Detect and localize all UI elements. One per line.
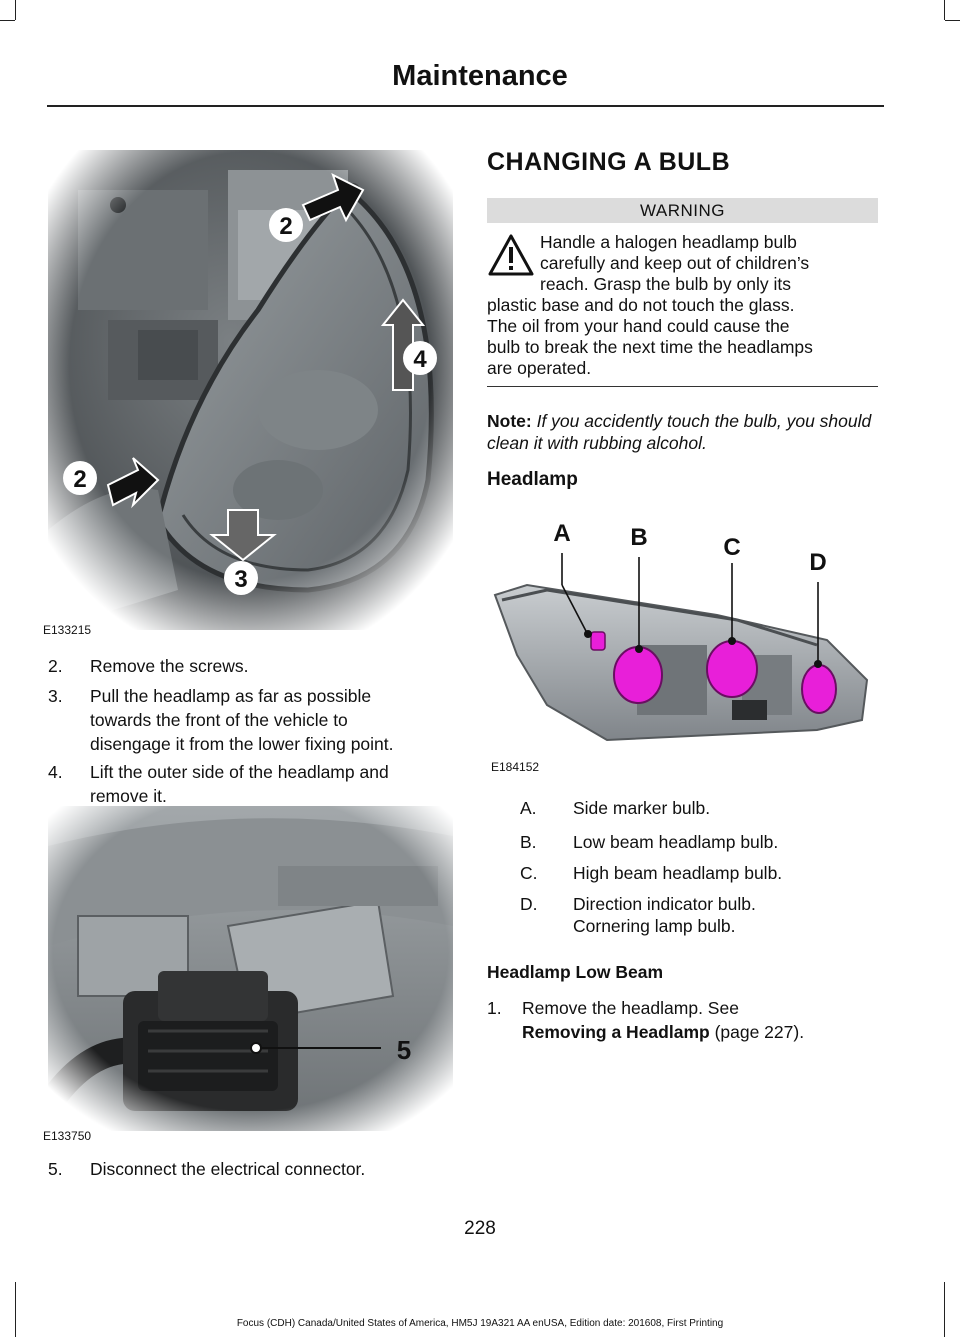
- step-text: Remove the screws.: [90, 656, 249, 676]
- legend-value: High beam headlamp bulb.: [573, 863, 783, 883]
- label-b: B: [630, 524, 648, 551]
- step-number: 1.: [487, 998, 502, 1018]
- headlamp-removal-figure: [48, 150, 453, 630]
- warning-line-2: carefully and keep out of children’s: [540, 253, 810, 273]
- low-beam-heading: Headlamp Low Beam: [487, 962, 664, 982]
- step-5: [48, 1157, 458, 1181]
- legend-key: B.: [520, 832, 537, 852]
- legend-value: Low beam headlamp bulb.: [573, 832, 779, 852]
- note-label: Note:: [487, 411, 532, 431]
- footer: Focus (CDH) Canada/United States of America, HM5J 19A321 AA enUSA, Edition date: 201608, First Printing: [236, 1318, 724, 1329]
- headlamp-heading: Headlamp: [487, 469, 578, 490]
- legend-value: Cornering lamp bulb.: [573, 916, 736, 936]
- step-text: Disconnect the electrical connector.: [90, 1159, 366, 1179]
- crop-mark: [945, 20, 960, 21]
- header-rule: [47, 105, 884, 107]
- legend-row-b: [520, 831, 880, 853]
- removing-headlamp-link[interactable]: Removing a Headlamp: [522, 1022, 710, 1042]
- page-title: Maintenance: [392, 60, 568, 92]
- step-text-line: remove it.: [90, 786, 167, 806]
- label-c: C: [723, 534, 741, 561]
- warning-line-6: bulb to break the next time the headlamps: [487, 337, 813, 357]
- page-reference: (page 227).: [709, 1022, 805, 1042]
- step-text-line: [522, 1020, 882, 1044]
- legend-row-c: [520, 862, 880, 884]
- crop-mark: [15, 0, 16, 20]
- step-4: [48, 760, 458, 808]
- warning-line-7: are operated.: [487, 358, 592, 378]
- step-text-line: Lift the outer side of the headlamp and: [90, 762, 389, 782]
- low-beam-step-1: [487, 996, 882, 1044]
- legend-key: A.: [520, 798, 537, 818]
- step-text: Remove the headlamp. See: [522, 998, 739, 1018]
- step-number: 2.: [48, 656, 63, 676]
- section-title: CHANGING A BULB: [487, 148, 731, 176]
- step-3: [48, 684, 453, 756]
- connector-figure: [48, 806, 453, 1131]
- figure-code-1: E133215: [43, 623, 92, 637]
- callout-5: 5: [396, 1035, 412, 1065]
- headlamp-bulbs-illustration: [487, 505, 882, 760]
- headlamp-removal-illustration: [48, 150, 453, 630]
- callout-4: 4: [413, 346, 427, 373]
- step-text-line: disengage it from the lower fixing point.: [90, 734, 394, 754]
- figure-code-3: E184152: [491, 760, 540, 774]
- connector-illustration: [48, 806, 453, 1131]
- legend-row-d: [520, 893, 880, 937]
- step-number: 4.: [48, 762, 63, 782]
- callout-2-top: 2: [279, 213, 293, 240]
- note: [487, 410, 882, 454]
- label-a: A: [553, 520, 571, 547]
- note-text: If you accidently touch the bulb, you should clean it with rubbing alcohol.: [487, 411, 872, 453]
- legend-value: Direction indicator bulb.: [573, 894, 756, 914]
- crop-mark: [0, 20, 15, 21]
- warning-line-3: reach. Grasp the bulb by only its: [540, 274, 791, 294]
- headlamp-bulbs-figure: [487, 505, 882, 760]
- step-text-line: towards the front of the vehicle to: [90, 710, 348, 730]
- figure-code-2: E133750: [43, 1129, 92, 1143]
- warning-line-4: plastic base and do not touch the glass.: [487, 295, 795, 315]
- legend-key: C.: [520, 863, 538, 883]
- warning-triangle-icon: [487, 232, 535, 278]
- step-number: 3.: [48, 686, 63, 706]
- page-number: 228: [464, 1218, 496, 1239]
- step-number: 5.: [48, 1159, 63, 1179]
- warning-line-5: The oil from your hand could cause the: [487, 316, 790, 336]
- callout-3: 3: [234, 566, 248, 593]
- callout-2-bottom: 2: [73, 466, 87, 493]
- step-2: [48, 654, 453, 678]
- crop-mark: [944, 0, 945, 20]
- step-text-line: Pull the headlamp as far as possible: [90, 686, 372, 706]
- warning-heading: WARNING: [487, 198, 878, 223]
- legend-value: Side marker bulb.: [573, 798, 711, 818]
- label-d: D: [809, 549, 827, 576]
- legend-key: D.: [520, 894, 538, 914]
- legend-row-a: [520, 797, 880, 819]
- warning-line-1: Handle a halogen headlamp bulb: [540, 232, 797, 252]
- warning-rule: [487, 386, 878, 387]
